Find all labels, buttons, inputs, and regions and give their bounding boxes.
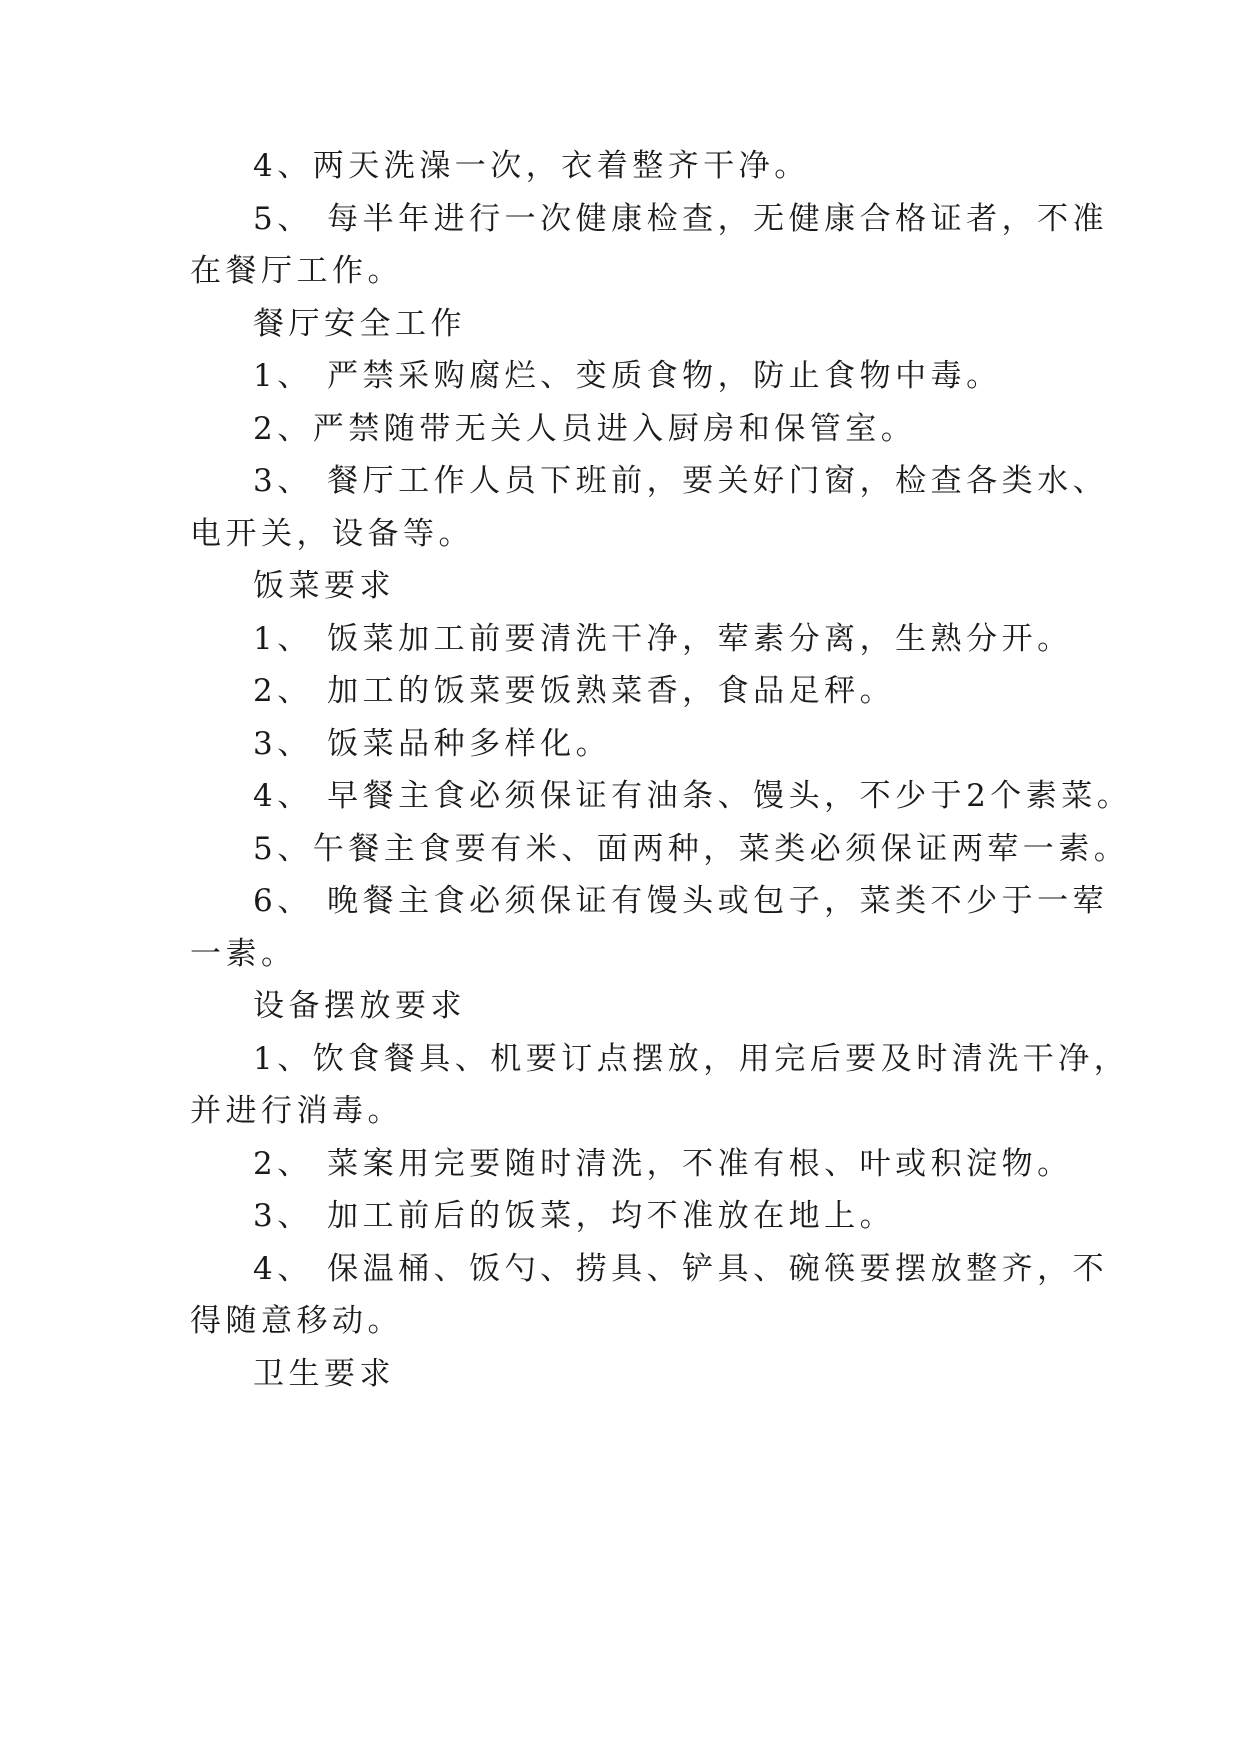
rule-line-7: 3、 餐厅工作人员下班前，要关好门窗，检查各类水、 [253, 463, 1109, 499]
rule-line-14: 5、午餐主食要有米、面两种，菜类必须保证两荤一素。 [253, 831, 1130, 867]
rule-line-13: 4、 早餐主食必须保证有油条、馒头，不少于2个素菜。 [253, 778, 1133, 814]
section-heading-meals: 饭菜要求 [253, 568, 395, 604]
rule-line-12: 3、 饭菜品种多样化。 [253, 726, 612, 762]
rule-line-18: 1、饮食餐具、机要订点摆放，用完后要及时清洗干净， [253, 1041, 1130, 1077]
section-heading-safety: 餐厅安全工作 [253, 306, 466, 342]
rule-line-23: 得随意移动。 [190, 1303, 403, 1339]
rule-line-15: 6、 晚餐主食必须保证有馒头或包子，菜类不少于一荤 [253, 883, 1109, 919]
rule-line-2: 5、 每半年进行一次健康检查，无健康合格证者，不准 [253, 201, 1109, 237]
rule-line-6: 2、严禁随带无关人员进入厨房和保管室。 [253, 411, 917, 447]
rule-line-22: 4、 保温桶、饭勺、捞具、铲具、碗筷要摆放整齐，不 [253, 1251, 1109, 1287]
section-heading-hygiene: 卫生要求 [253, 1356, 395, 1392]
rule-line-5: 1、 严禁采购腐烂、变质食物，防止食物中毒。 [253, 358, 1002, 394]
rule-line-19: 并进行消毒。 [190, 1093, 403, 1129]
section-heading-equipment: 设备摆放要求 [253, 988, 466, 1024]
rule-line-11: 2、 加工的饭菜要饭熟菜香，食品足秤。 [253, 673, 896, 709]
rule-line-8: 电开关，设备等。 [190, 516, 474, 552]
rule-line-10: 1、 饭菜加工前要清洗干净，荤素分离，生熟分开。 [253, 621, 1073, 657]
rule-line-3: 在餐厅工作。 [190, 253, 403, 289]
rule-line-20: 2、 菜案用完要随时清洗，不准有根、叶或积淀物。 [253, 1146, 1073, 1182]
rule-line-1: 4、两天洗澡一次，衣着整齐干净。 [253, 148, 810, 184]
rule-line-16: 一素。 [190, 936, 297, 972]
rule-line-21: 3、 加工前后的饭菜，均不准放在地上。 [253, 1198, 896, 1234]
